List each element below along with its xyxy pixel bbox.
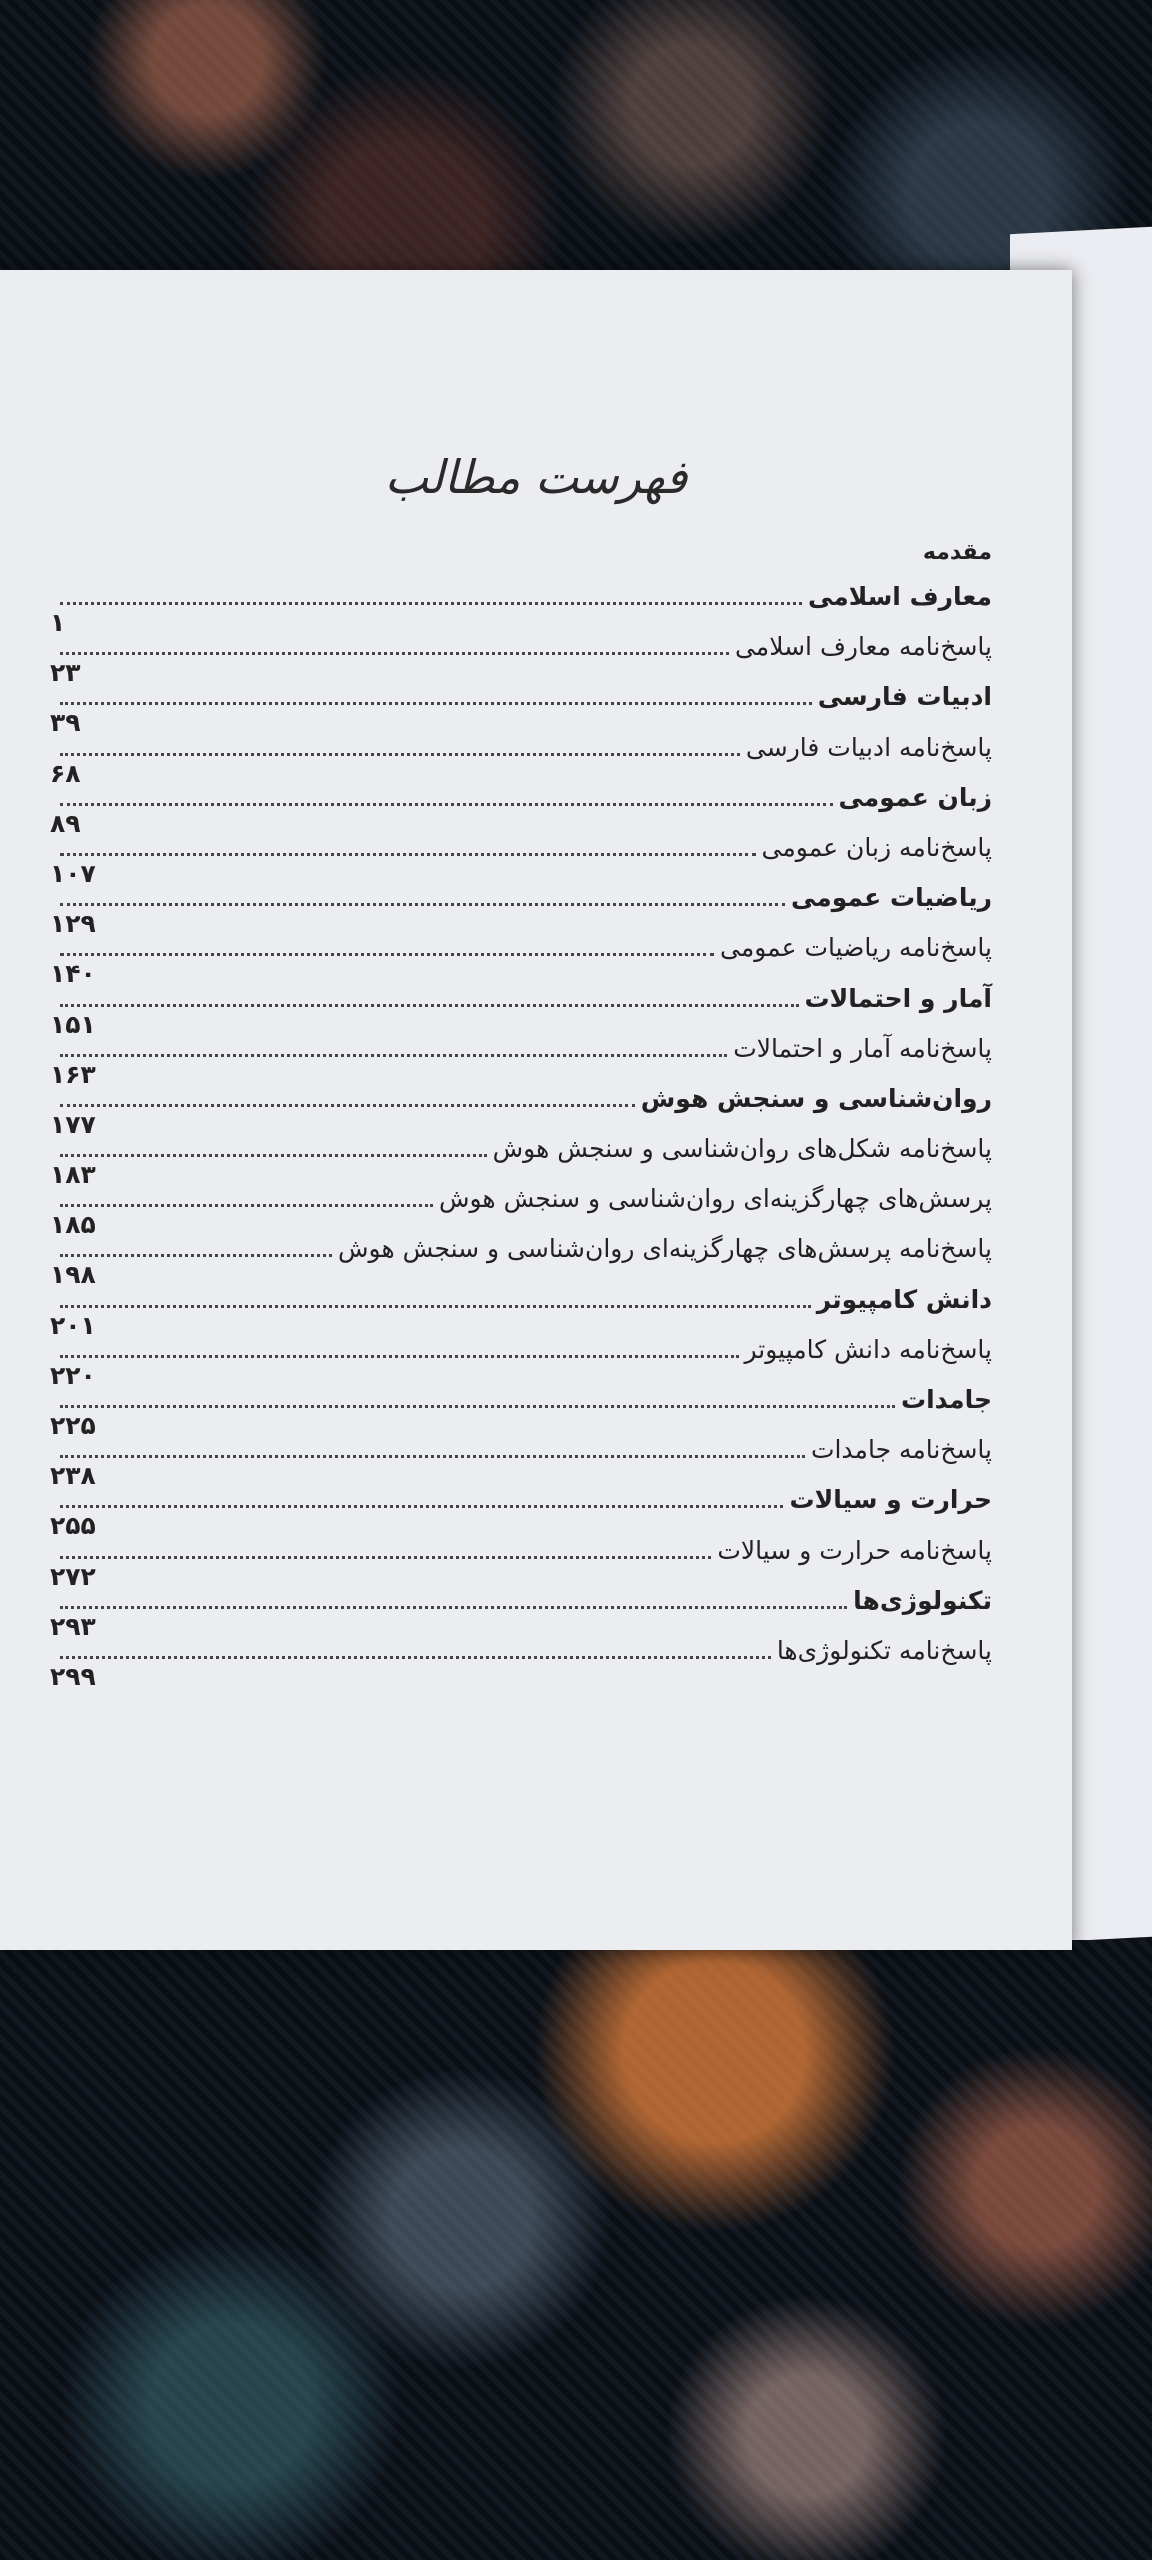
- toc-entry: [50, 1132, 992, 1190]
- toc-entry-label: پاسخ‌نامه ریاضیات عمومی: [714, 931, 992, 965]
- dot-leader: [60, 982, 799, 1007]
- toc-entry-page-number: ۲۰۱: [50, 1311, 102, 1341]
- dot-leader: [60, 1032, 727, 1057]
- toc-entry: [50, 1584, 992, 1641]
- toc-entry-page-number: ۲۹۳: [50, 1612, 102, 1642]
- dot-leader: [60, 881, 785, 906]
- page-title: فهرست مطالب: [384, 450, 688, 504]
- toc-entry: [50, 1483, 992, 1541]
- toc-entry-label: ریاضیات عمومی: [785, 881, 992, 915]
- toc-entry-label: پاسخ‌نامه آمار و احتمالات: [727, 1032, 992, 1066]
- toc-entry: [50, 1634, 992, 1691]
- toc-entry-page-number: ۱۷۷: [50, 1110, 102, 1140]
- toc-entry-label: زبان عمومی: [833, 781, 993, 815]
- dot-leader: [60, 580, 802, 605]
- toc-entry-label: پاسخ‌نامه تکنولوژی‌ها: [771, 1634, 992, 1668]
- toc-entry-page-number: ۱۴۰: [50, 959, 102, 989]
- toc-entry-label: پاسخ‌نامه ادبیات فارسی: [740, 731, 992, 765]
- dot-leader: [60, 1383, 895, 1408]
- toc-entry: [50, 1534, 992, 1591]
- toc-entry: [50, 580, 992, 637]
- toc-entry-page-number: ۲۹۹: [50, 1662, 102, 1692]
- dot-leader: [60, 1483, 783, 1508]
- toc-entry-label: پاسخ‌نامه حرارت و سیالات: [711, 1534, 992, 1568]
- toc-entry: [50, 1333, 992, 1390]
- dot-leader: [60, 781, 833, 806]
- toc-entry-label: معارف اسلامی: [802, 580, 992, 614]
- toc-entry-page-number: ۱: [50, 608, 71, 638]
- carpet-background-bottom: [0, 1940, 1152, 2560]
- toc-entry-page-number: ۸۹: [50, 809, 87, 839]
- toc-entry-label: ادبیات فارسی: [812, 680, 992, 714]
- toc-entry: [50, 931, 992, 989]
- toc-entry: [50, 630, 992, 688]
- toc-entry-page-number: ۶۸: [50, 759, 87, 789]
- dot-leader: [60, 1634, 771, 1659]
- table-of-contents: [50, 580, 992, 1691]
- toc-entry-page-number: ۲۲۵: [50, 1411, 102, 1441]
- toc-intro: مقدمه: [922, 540, 992, 565]
- toc-entry-page-number: ۱۵۱: [50, 1010, 102, 1040]
- toc-entry-label: پاسخ‌نامه شکل‌های روان‌شناسی و سنجش هوش: [487, 1132, 992, 1166]
- toc-entry: [50, 1232, 992, 1290]
- carpet-background-top: [0, 0, 1152, 300]
- dot-leader: [60, 1283, 811, 1308]
- dot-leader: [60, 931, 714, 956]
- toc-entry: [50, 1433, 992, 1491]
- toc-entry-label: تکنولوژی‌ها: [847, 1584, 992, 1618]
- toc-entry-label: آمار و احتمالات: [799, 982, 992, 1016]
- toc-entry-label: روان‌شناسی و سنجش هوش: [635, 1082, 992, 1116]
- toc-entry-page-number: ۱۸۵: [50, 1210, 102, 1240]
- toc-entry-page-number: ۲۲۰: [50, 1361, 102, 1391]
- dot-leader: [60, 831, 756, 856]
- toc-entry-page-number: ۱۹۸: [50, 1260, 102, 1290]
- toc-entry-page-number: ۳۹: [50, 708, 87, 738]
- toc-entry-page-number: ۲۷۲: [50, 1562, 102, 1592]
- toc-entry-page-number: ۲۵۵: [50, 1511, 102, 1541]
- dot-leader: [60, 1534, 711, 1559]
- toc-entry-page-number: ۱۶۳: [50, 1060, 102, 1090]
- dot-leader: [60, 1132, 487, 1157]
- toc-entry: [50, 881, 992, 939]
- toc-entry-label: پرسش‌های چهارگزینه‌ای روان‌شناسی و سنجش هوش: [433, 1182, 992, 1216]
- toc-entry-page-number: ۱۲۹: [50, 909, 102, 939]
- toc-entry: [50, 1283, 992, 1340]
- toc-entry: [50, 831, 992, 888]
- toc-entry-label: پاسخ‌نامه پرسش‌های چهارگزینه‌ای روان‌شناسی و سنجش هوش: [332, 1232, 992, 1266]
- toc-entry-page-number: ۲۳۸: [50, 1461, 102, 1491]
- toc-entry-label: پاسخ‌نامه زبان عمومی: [756, 831, 992, 865]
- toc-entry-page-number: ۱۸۳: [50, 1160, 102, 1190]
- dot-leader: [60, 731, 740, 756]
- toc-entry: [50, 680, 992, 738]
- dot-leader: [60, 1333, 739, 1358]
- toc-entry: [50, 1082, 992, 1139]
- book-page: [0, 270, 1072, 1950]
- toc-entry-label: دانش کامپیوتر: [811, 1283, 992, 1317]
- toc-entry-label: جامدات: [895, 1383, 992, 1417]
- toc-entry-page-number: ۱۰۷: [50, 859, 102, 889]
- toc-entry-label: پاسخ‌نامه معارف اسلامی: [729, 630, 992, 664]
- dot-leader: [60, 1232, 332, 1257]
- toc-entry-label: پاسخ‌نامه جامدات: [805, 1433, 992, 1467]
- toc-entry-label: پاسخ‌نامه دانش کامپیوتر: [739, 1333, 993, 1367]
- toc-entry: [50, 1182, 992, 1240]
- toc-entry: [50, 1032, 992, 1089]
- toc-entry-page-number: ۲۳: [50, 658, 87, 688]
- dot-leader: [60, 1182, 433, 1207]
- dot-leader: [60, 630, 729, 655]
- dot-leader: [60, 1433, 805, 1458]
- toc-entry-label: حرارت و سیالات: [783, 1483, 992, 1517]
- dot-leader: [60, 680, 812, 705]
- toc-entry: [50, 982, 992, 1039]
- dot-leader: [60, 1082, 635, 1107]
- dot-leader: [60, 1584, 847, 1609]
- toc-entry: [50, 781, 992, 838]
- toc-entry: [50, 1383, 992, 1440]
- toc-entry: [50, 731, 992, 788]
